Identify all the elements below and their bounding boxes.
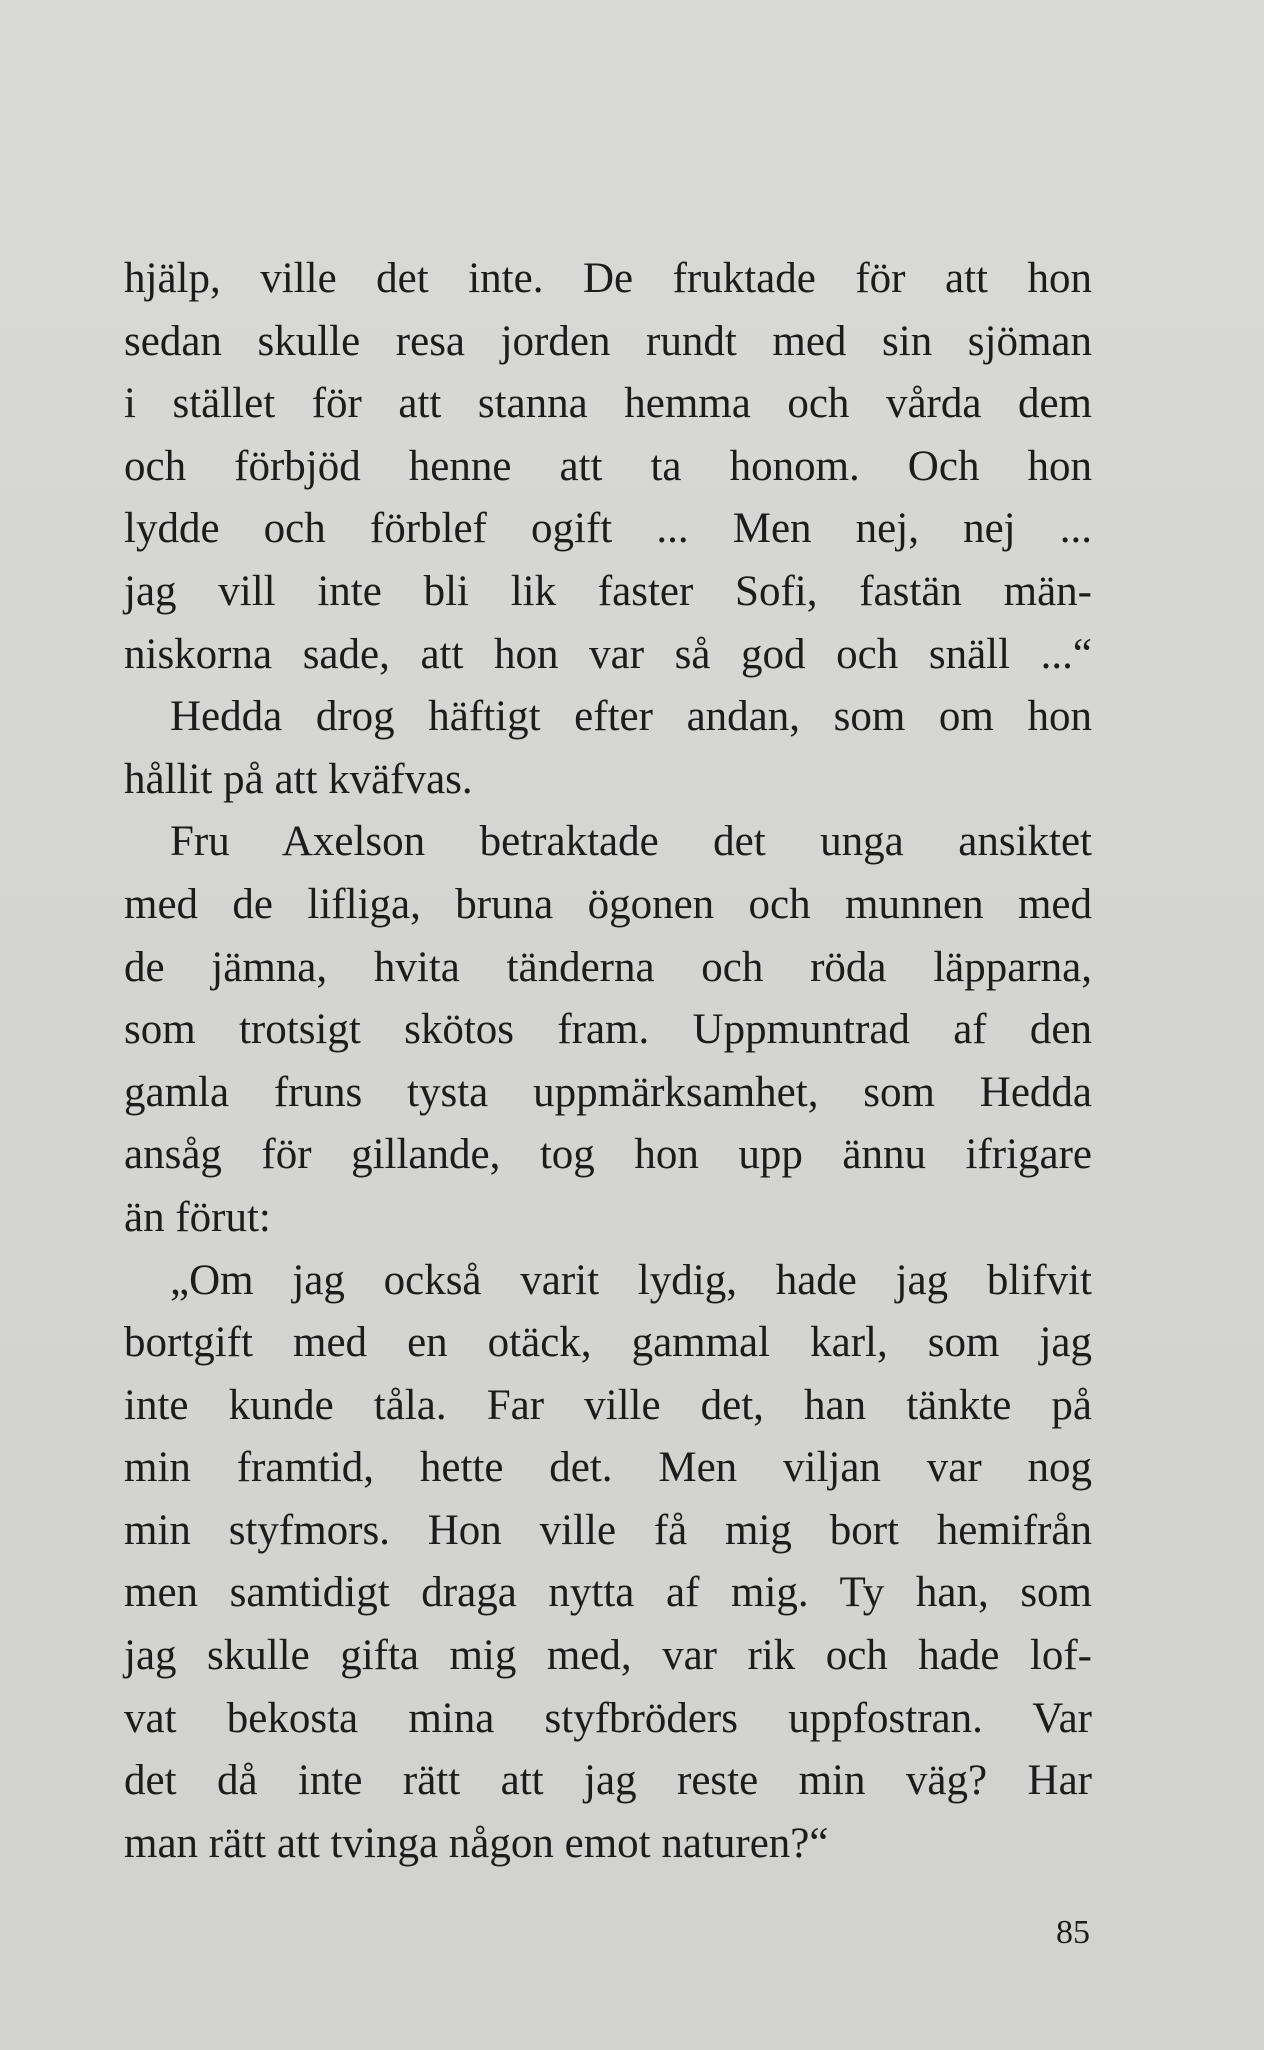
text-line: som trotsigt skötos fram. Uppmuntrad af den [124,1006,1092,1054]
text-line: min framtid, hette det. Men viljan var nog [124,1444,1092,1492]
text-line: bortgift med en otäck, gammal karl, som jag [124,1319,1092,1367]
text-line: hållit på att kväfvas. [124,755,473,803]
page-body-text [124,248,1092,1875]
text-line: min styfmors. Hon ville få mig bort hemifrån [124,1506,1092,1554]
text-line: jag vill inte bli lik faster Sofi, fastän män- [124,567,1092,615]
text-line: och förbjöd henne att ta honom. Och hon [124,442,1092,490]
text-line: „Om jag också varit lydig, hade jag blifvit [170,1256,1092,1304]
text-line: lydde och förblef ogift ... Men nej, nej ... [124,505,1092,553]
text-line: det då inte rätt att jag reste min väg? Har [124,1757,1092,1805]
text-line: hjälp, ville det inte. De fruktade för att hon [124,255,1092,302]
text-line: men samtidigt draga nytta af mig. Ty han, som [124,1569,1092,1617]
text-line: man rätt att tvinga någon emot naturen?“ [124,1819,829,1867]
text-line: Fru Axelson betraktade det unga ansiktet [170,818,1092,866]
text-line: sedan skulle resa jorden rundt med sin sjöman [124,317,1092,365]
text-line: niskorna sade, att hon var så god och snäll ...“ [124,630,1092,678]
text-line: än förut: [124,1193,271,1241]
text-line: Hedda drog häftigt efter andan, som om hon [170,693,1092,741]
text-line: med de lifliga, bruna ögonen och munnen med [124,880,1092,928]
text-line: de jämna, hvita tänderna och röda läpparna, [124,943,1092,991]
page-number: 85 [1056,1914,1090,1951]
text-line: vat bekosta mina styfbröders uppfostran. Var [124,1694,1092,1742]
text-line: ansåg för gillande, tog hon upp ännu ifrigare [124,1131,1092,1179]
text-line: jag skulle gifta mig med, var rik och hade lof- [124,1632,1092,1680]
text-line: inte kunde tåla. Far ville det, han tänkte på [124,1381,1092,1429]
text-line: i stället för att stanna hemma och vårda dem [124,380,1092,428]
text-line: gamla fruns tysta uppmärksamhet, som Hedda [124,1068,1092,1116]
